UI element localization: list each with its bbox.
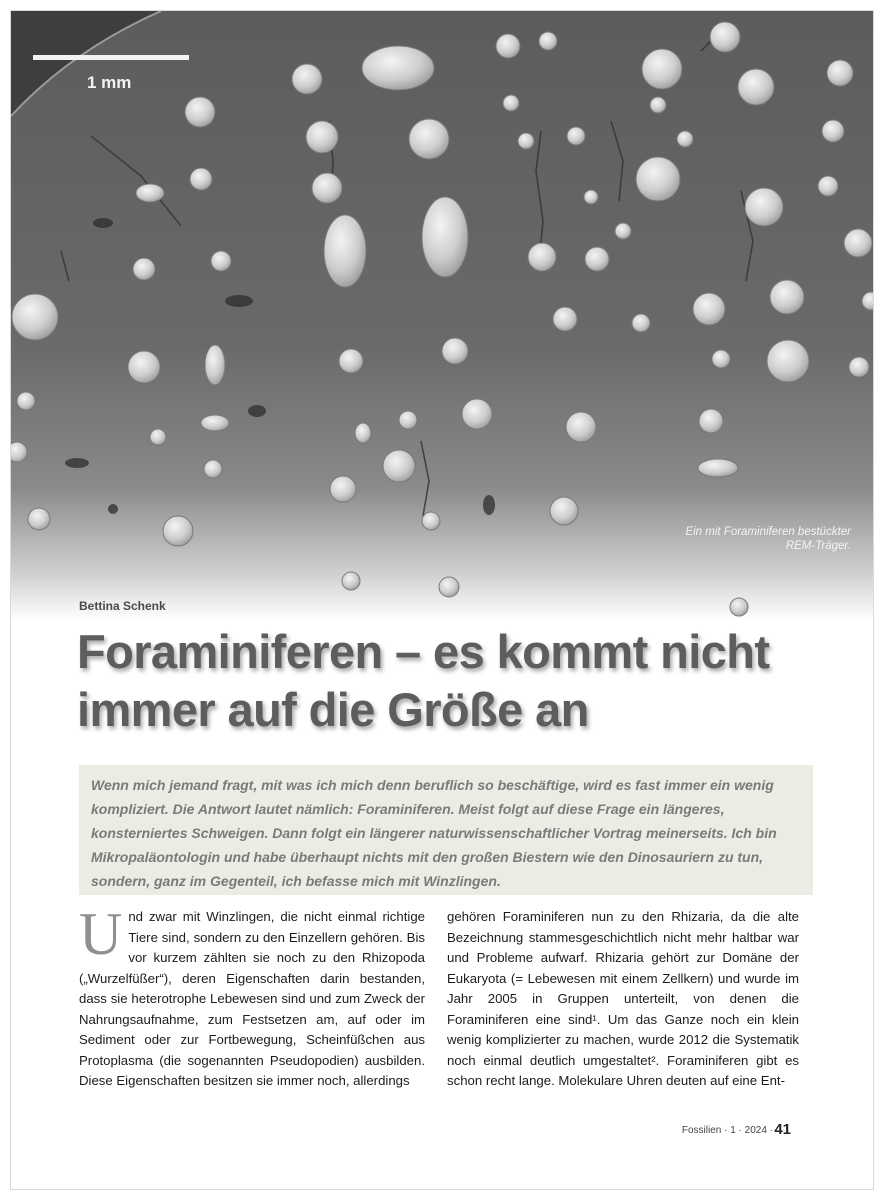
body-column-1 bbox=[79, 901, 425, 1092]
magazine-page bbox=[10, 10, 874, 1190]
scale-label: 1 mm bbox=[87, 73, 132, 92]
lead-paragraph: Wenn mich jemand fragt, mit was ich mich denn beruflich so beschäftige, wird es fast immer ein wenig kompliziert. Die Antwort lautet nämlich: Foraminiferen. Meist folgt auf diese Frage ein längeres, konsterniertes Schweigen. Dann folgt ein längerer naturwissenschaftlicher Vortrag meinerseits. Ich bin Mikropaläontologin und habe überhaupt nichts mit den großen Biestern wie den Dinosauriern zu tun, sondern, ganz im Gegenteil, ich befasse mich mit Winzlingen. bbox=[79, 765, 813, 895]
photo-caption: Ein mit Foraminiferen bestückter REM-Träger. bbox=[685, 526, 851, 552]
scale-bar bbox=[33, 55, 189, 60]
sem-photo bbox=[11, 11, 873, 621]
author-name: Bettina Schenk bbox=[79, 599, 166, 613]
page-number: 41 bbox=[774, 1121, 791, 1138]
body-column-2: gehören Foraminiferen nun zu den Rhizaria, da die alte Bezeichnung stammesgeschichtlich nicht mehr haltbar war und Probleme aufwarf. Rhizaria gehört zur Domäne der Eukaryota (= Lebewesen mit einem Zellkern) und wurde im Jahr 2005 in Gruppen unterteilt, von denen die Foraminiferen eine sind¹. Um das Ganze noch ein klein wenig komplizierter zu machen, wurde 2012 die Systematik noch einmal deutlich umgestaltet². Foraminiferen gibt es schon recht lange. Molekulare Uhren deuten auf eine Ent- bbox=[447, 909, 799, 1088]
body-text-1: nd zwar mit Winzlingen, die nicht einmal richtige Tiere sind, sondern zu den Einzellern gehören. Bis vor kurzem zählten sie noch zu den Rhizopoda („Wurzelfüßer“), deren Eigenschaften darin bestanden, dass sie heterotrophe Lebewesen sind und zum Zweck der Nahrungsaufnahme, zum Festsetzen am, auf oder im Sediment oder zur Fortbewegung, Scheinfüßchen aus Protoplasma (die sogenannten Pseudopodien) ausbilden. Diese Eigenschaften besitzen sie immer noch, allerdings bbox=[79, 909, 425, 1088]
journal-footer: Fossilien · 1 · 2024 · bbox=[681, 1125, 773, 1136]
article-title: Foraminiferen – es kommt nicht immer auf die Größe an bbox=[77, 625, 770, 736]
drop-cap: U bbox=[79, 901, 123, 967]
